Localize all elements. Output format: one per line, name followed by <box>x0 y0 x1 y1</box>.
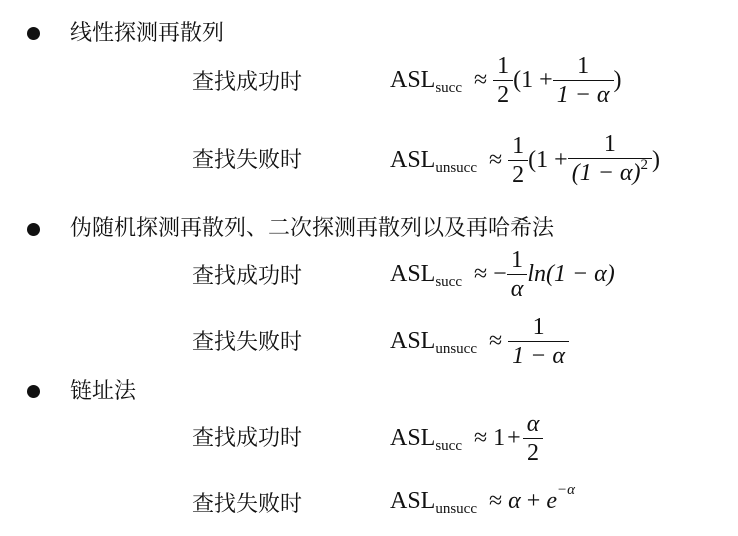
asl-symbol: $ASL_{succ}$ <box>390 425 462 455</box>
asl-symbol: $ASL_{succ}$ <box>390 261 462 291</box>
formula-linear-success: $ASL_{succ}$ ≈ $\frac{1}{2}$ (1 + $\frac{1}{1 - \alpha}$ ) <box>390 53 622 108</box>
case-label-success: 查找成功时 <box>192 264 303 289</box>
bullet-icon <box>27 223 40 236</box>
case-label-fail: 查找失败时 <box>192 148 303 173</box>
fraction: $\frac{1}{(1 - \alpha)^2}$ <box>568 130 652 190</box>
case-label-fail: 查找失败时 <box>192 330 303 355</box>
section-heading-chaining: 链址法 <box>70 379 137 404</box>
bullet-icon <box>27 385 40 398</box>
fraction: $\frac{1}{1 - \alpha}$ <box>508 313 569 370</box>
formula-random-fail: $ASL_{unsucc}$ ≈ $\frac{1}{1 - \alpha}$ <box>390 313 569 370</box>
section-heading-linear-probing: 线性探测再散列 <box>70 21 225 46</box>
formula-chain-fail: $ASL_{unsucc}$ ≈ α + e −α <box>390 481 575 518</box>
fraction: $\frac{1}{2}$ <box>508 132 528 189</box>
formula-random-success: $ASL_{succ}$ ≈ − $\frac{1}{\alpha}$ ln(1 − α) <box>390 247 615 302</box>
fraction: $\frac{1}{1 - \alpha}$ <box>553 52 614 109</box>
section-heading-pseudo-random: 伪随机探测再散列、二次探测再散列以及再哈希法 <box>70 216 555 241</box>
case-label-success: 查找成功时 <box>192 70 303 95</box>
formula-linear-fail: $ASL_{unsucc}$ ≈ $\frac{1}{2}$ (1 + $\frac{1}{(1 - \alpha)^2}$ ) <box>390 130 660 190</box>
asl-symbol: $ASL_{unsucc}$ <box>390 328 477 358</box>
asl-symbol: $ASL_{succ}$ <box>390 67 462 97</box>
formula-chain-success: $ASL_{succ}$ ≈ 1 + $\frac{\alpha}{2}$ <box>390 410 543 467</box>
fraction: $\frac{\alpha}{2}$ <box>523 410 544 467</box>
case-label-success: 查找成功时 <box>192 426 303 451</box>
fraction: $\frac{1}{\alpha}$ <box>507 246 528 303</box>
case-label-fail: 查找失败时 <box>192 492 303 517</box>
asl-symbol: $ASL_{unsucc}$ <box>390 146 477 176</box>
asl-symbol: $ASL_{unsucc}$ <box>390 488 477 518</box>
fraction: $\frac{1}{2}$ <box>493 52 513 109</box>
bullet-icon <box>27 27 40 40</box>
